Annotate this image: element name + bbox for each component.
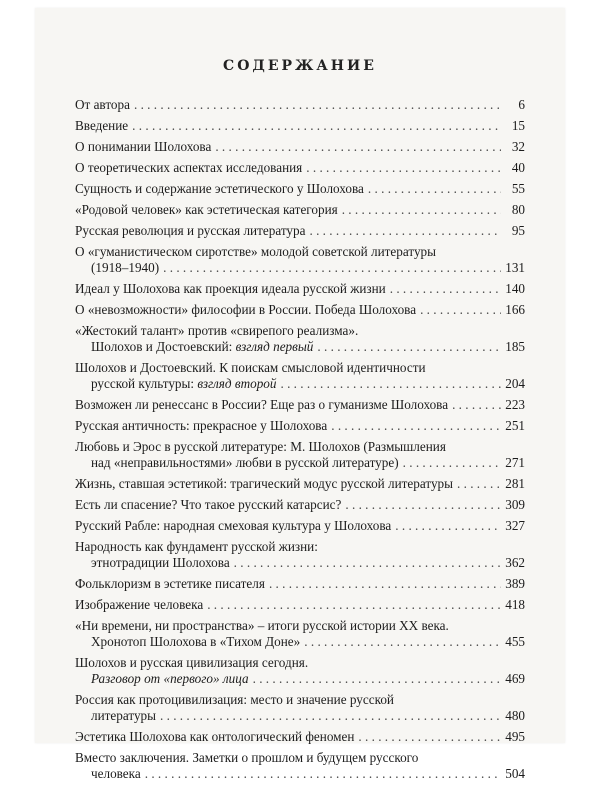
toc-entry-text	[75, 181, 364, 197]
toc-entry-line	[75, 118, 525, 134]
toc-entry	[75, 160, 525, 176]
toc-entry-text	[75, 244, 436, 260]
toc-entry-italic-text: взгляд второй	[197, 376, 277, 391]
toc-entry-text-part: Эстетика Шолохова как онтологический феномен	[75, 729, 355, 744]
toc-entry-line	[75, 497, 525, 513]
toc-leader-dots	[253, 671, 501, 687]
toc-leader-dots	[160, 708, 501, 724]
toc-page-number: 469	[505, 671, 525, 686]
toc-entry-text	[75, 497, 341, 513]
toc-entry-text-part: О «невозможности» философии в России. Победа Шолохова	[75, 302, 417, 317]
toc-entry-text	[75, 692, 394, 708]
toc-entry	[75, 750, 525, 782]
toc-page-number: 40	[511, 160, 525, 175]
toc-entry	[75, 181, 525, 197]
toc-entry-text	[91, 708, 156, 724]
toc-entry-line	[75, 750, 525, 766]
toc-leader-dots	[215, 139, 501, 155]
toc-entry-text	[75, 518, 391, 534]
toc-entry-text-part: О «гуманистическом сиротстве» молодой советской литературы	[75, 244, 437, 259]
toc-entry	[75, 539, 525, 571]
toc-entry-continuation	[75, 455, 525, 471]
toc-entry	[75, 476, 525, 492]
toc-entry	[75, 655, 525, 687]
toc-leader-dots	[280, 376, 501, 392]
page-title: СОДЕРЖАНИЕ	[223, 58, 377, 74]
toc-page-number: 251	[505, 418, 525, 433]
toc-entry-text-part: Русский Рабле: народная смеховая культура у Шолохова	[75, 518, 392, 533]
toc-page-number: 480	[505, 708, 525, 723]
toc-entry	[75, 397, 525, 413]
toc-leader-dots	[132, 118, 501, 134]
toc-entry-text-part: Народность как фундамент русской жизни:	[75, 539, 318, 554]
toc-entry-line	[75, 160, 525, 176]
toc-entry	[75, 223, 525, 239]
toc-leader-dots	[207, 597, 501, 613]
toc-entry	[75, 497, 525, 513]
toc-leader-dots	[306, 160, 501, 176]
toc-entry-text	[75, 281, 386, 297]
toc-entry-text	[91, 260, 159, 276]
toc-page-number: 455	[505, 634, 525, 649]
toc-entry-text-part: Идеал у Шолохова как проекция идеала русской жизни	[75, 281, 386, 296]
toc-entry-line	[75, 655, 525, 671]
toc-entry-text-part: русской культуры:	[91, 376, 198, 391]
toc-entry-continuation	[75, 376, 525, 392]
toc-page-number: 80	[511, 202, 525, 217]
toc-entry-continuation	[75, 634, 525, 650]
toc-entry-continuation	[75, 708, 525, 724]
toc-entry	[75, 323, 525, 355]
toc-entry-line	[75, 97, 525, 113]
toc-entry-text	[91, 634, 300, 650]
toc-entry-line	[75, 618, 525, 634]
toc-entry-line	[75, 244, 525, 260]
toc-entry-line	[75, 397, 525, 413]
toc-entry-text-part: О понимании Шолохова	[75, 139, 212, 154]
toc-entry-text-part: «Родовой человек» как эстетическая категория	[75, 202, 338, 217]
toc-entry-line	[75, 202, 525, 218]
toc-entry-continuation	[75, 766, 525, 782]
toc-entry-line	[75, 539, 525, 555]
toc-entry-text	[75, 576, 265, 592]
toc-entry-continuation	[75, 671, 525, 687]
toc-entry-text	[75, 223, 305, 239]
toc-page-number: 362	[505, 555, 525, 570]
toc-entry-text	[91, 376, 276, 392]
table-of-contents	[75, 97, 525, 787]
toc-entry	[75, 597, 525, 613]
toc-entry	[75, 302, 525, 318]
toc-entry	[75, 281, 525, 297]
toc-entry-text-part: Есть ли спасение? Что такое русский катарсис?	[75, 497, 342, 512]
toc-leader-dots	[395, 518, 501, 534]
toc-entry	[75, 439, 525, 471]
toc-leader-dots	[345, 497, 501, 513]
toc-entry-text	[75, 323, 358, 339]
toc-leader-dots	[309, 223, 501, 239]
toc-leader-dots	[457, 476, 501, 492]
toc-entry-text	[75, 302, 416, 318]
toc-entry-text-part: О теоретических аспектах исследования	[75, 160, 303, 175]
toc-leader-dots	[403, 455, 501, 471]
toc-page-number: 166	[505, 302, 525, 317]
toc-page-number: 15	[511, 118, 525, 133]
toc-entry-line	[75, 476, 525, 492]
toc-entry-text	[75, 618, 449, 634]
toc-entry-text	[75, 139, 211, 155]
toc-entry-text-part: «Жестокий талант» против «свирепого реализма».	[75, 323, 359, 338]
toc-entry-continuation	[75, 339, 525, 355]
toc-entry	[75, 576, 525, 592]
toc-entry-line	[75, 439, 525, 455]
toc-entry-line	[75, 223, 525, 239]
toc-leader-dots	[452, 397, 501, 413]
toc-entry-text	[91, 555, 230, 571]
toc-entry-text-part: Вместо заключения. Заметки о прошлом и будущем русского	[75, 750, 419, 765]
toc-entry	[75, 692, 525, 724]
toc-entry-text-part: От автора	[75, 97, 130, 112]
toc-entry-text-part: Шолохов и русская цивилизация сегодня.	[75, 655, 309, 670]
toc-entry	[75, 244, 525, 276]
toc-entry-text-part: Изображение человека	[75, 597, 204, 612]
toc-entry-text-part: Сущность и содержание эстетического у Шолохова	[75, 181, 364, 196]
toc-entry-text	[91, 455, 399, 471]
toc-page-number: 418	[505, 597, 525, 612]
toc-entry-text-part: Россия как протоцивилизация: место и значение русской	[75, 692, 394, 707]
toc-page-number: 504	[505, 766, 525, 781]
toc-leader-dots	[304, 634, 501, 650]
toc-page-number: 131	[505, 260, 525, 275]
toc-page-number: 309	[505, 497, 525, 512]
toc-entry	[75, 139, 525, 155]
toc-leader-dots	[368, 181, 501, 197]
toc-entry-line	[75, 281, 525, 297]
toc-entry-text	[75, 476, 453, 492]
toc-page-number: 271	[505, 455, 525, 470]
toc-entry-line	[75, 597, 525, 613]
toc-leader-dots	[317, 339, 501, 355]
toc-entry-text	[75, 655, 308, 671]
toc-entry	[75, 418, 525, 434]
book-page	[35, 8, 565, 781]
toc-entry-line	[75, 139, 525, 155]
toc-entry	[75, 97, 525, 113]
toc-entry	[75, 118, 525, 134]
toc-entry	[75, 202, 525, 218]
toc-leader-dots	[163, 260, 501, 276]
toc-entry-text-part: Шолохов и Достоевский. К поискам смысловой идентичности	[75, 360, 426, 375]
toc-entry-text-part: Возможен ли ренессанс в России? Еще раз о гуманизме Шолохова	[75, 397, 449, 412]
toc-entry-line	[75, 181, 525, 197]
toc-entry-line	[75, 518, 525, 534]
toc-entry-text	[75, 160, 302, 176]
toc-entry-text-part: Шолохов и Достоевский:	[91, 339, 236, 354]
toc-leader-dots	[342, 202, 501, 218]
toc-entry-text	[75, 750, 418, 766]
toc-entry-text	[75, 397, 448, 413]
toc-entry-text-part: Хронотоп Шолохова в «Тихом Доне»	[91, 634, 301, 649]
toc-entry	[75, 729, 525, 745]
toc-entry-text-part: литературы	[91, 708, 156, 723]
toc-entry-line	[75, 576, 525, 592]
toc-entry	[75, 360, 525, 392]
toc-entry-italic-text: Разговор от «первого» лица	[91, 671, 249, 686]
toc-entry-continuation	[75, 260, 525, 276]
toc-page-number: 223	[505, 397, 525, 412]
toc-entry-text-part: Любовь и Эрос в русской литературе: М. Шолохов (Размышления	[75, 439, 446, 454]
toc-entry-text-part: этнотрадиции Шолохова	[91, 555, 230, 570]
toc-page-number: 327	[505, 518, 525, 533]
toc-entry-text-part: Введение	[75, 118, 129, 133]
toc-entry-text	[75, 729, 354, 745]
toc-entry-text-part: Фольклоризм в эстетике писателя	[75, 576, 265, 591]
toc-entry-text	[91, 766, 141, 782]
toc-entry-text-part: Русская античность: прекрасное у Шолохова	[75, 418, 328, 433]
toc-entry-line	[75, 729, 525, 745]
toc-entry-text	[75, 439, 446, 455]
toc-leader-dots	[331, 418, 501, 434]
toc-page-number: 6	[518, 97, 525, 112]
toc-page-number: 204	[505, 376, 525, 391]
toc-page-number: 281	[505, 476, 525, 491]
toc-entry-text-part: Русская революция и русская литература	[75, 223, 306, 238]
toc-entry	[75, 618, 525, 650]
toc-entry-line	[75, 692, 525, 708]
toc-page-number: 495	[505, 729, 525, 744]
toc-page-number: 55	[511, 181, 525, 196]
toc-entry-text-part: Жизнь, ставшая эстетикой: трагический модус русской литературы	[75, 476, 454, 491]
toc-page-number: 32	[511, 139, 525, 154]
toc-entry-line	[75, 360, 525, 376]
toc-entry-text	[91, 339, 313, 355]
toc-entry-text	[91, 671, 249, 687]
toc-leader-dots	[145, 766, 501, 782]
toc-leader-dots	[234, 555, 501, 571]
toc-leader-dots	[420, 302, 501, 318]
toc-entry-text	[75, 97, 130, 113]
toc-entry-text	[75, 418, 327, 434]
toc-entry-text-part: (1918–1940)	[91, 260, 160, 275]
toc-page-number: 140	[505, 281, 525, 296]
toc-entry	[75, 518, 525, 534]
toc-leader-dots	[358, 729, 501, 745]
toc-entry-text	[75, 360, 426, 376]
toc-entry-continuation	[75, 555, 525, 571]
toc-entry-italic-text: взгляд первый	[235, 339, 314, 354]
toc-entry-text	[75, 539, 318, 555]
toc-leader-dots	[134, 97, 501, 113]
toc-entry-text	[75, 597, 203, 613]
toc-entry-text-part: «Ни времени, ни пространства» – итоги русской истории XX века.	[75, 618, 449, 633]
toc-leader-dots	[390, 281, 501, 297]
toc-page-number: 185	[505, 339, 525, 354]
toc-page-number: 95	[511, 223, 525, 238]
toc-leader-dots	[269, 576, 501, 592]
toc-entry-line	[75, 302, 525, 318]
toc-entry-text	[75, 202, 338, 218]
toc-entry-text	[75, 118, 128, 134]
toc-entry-line	[75, 418, 525, 434]
toc-page-number: 389	[505, 576, 525, 591]
toc-entry-text-part: над «неправильностями» любви в русской литературе)	[91, 455, 399, 470]
toc-entry-line	[75, 323, 525, 339]
toc-entry-text-part: человека	[91, 766, 141, 781]
